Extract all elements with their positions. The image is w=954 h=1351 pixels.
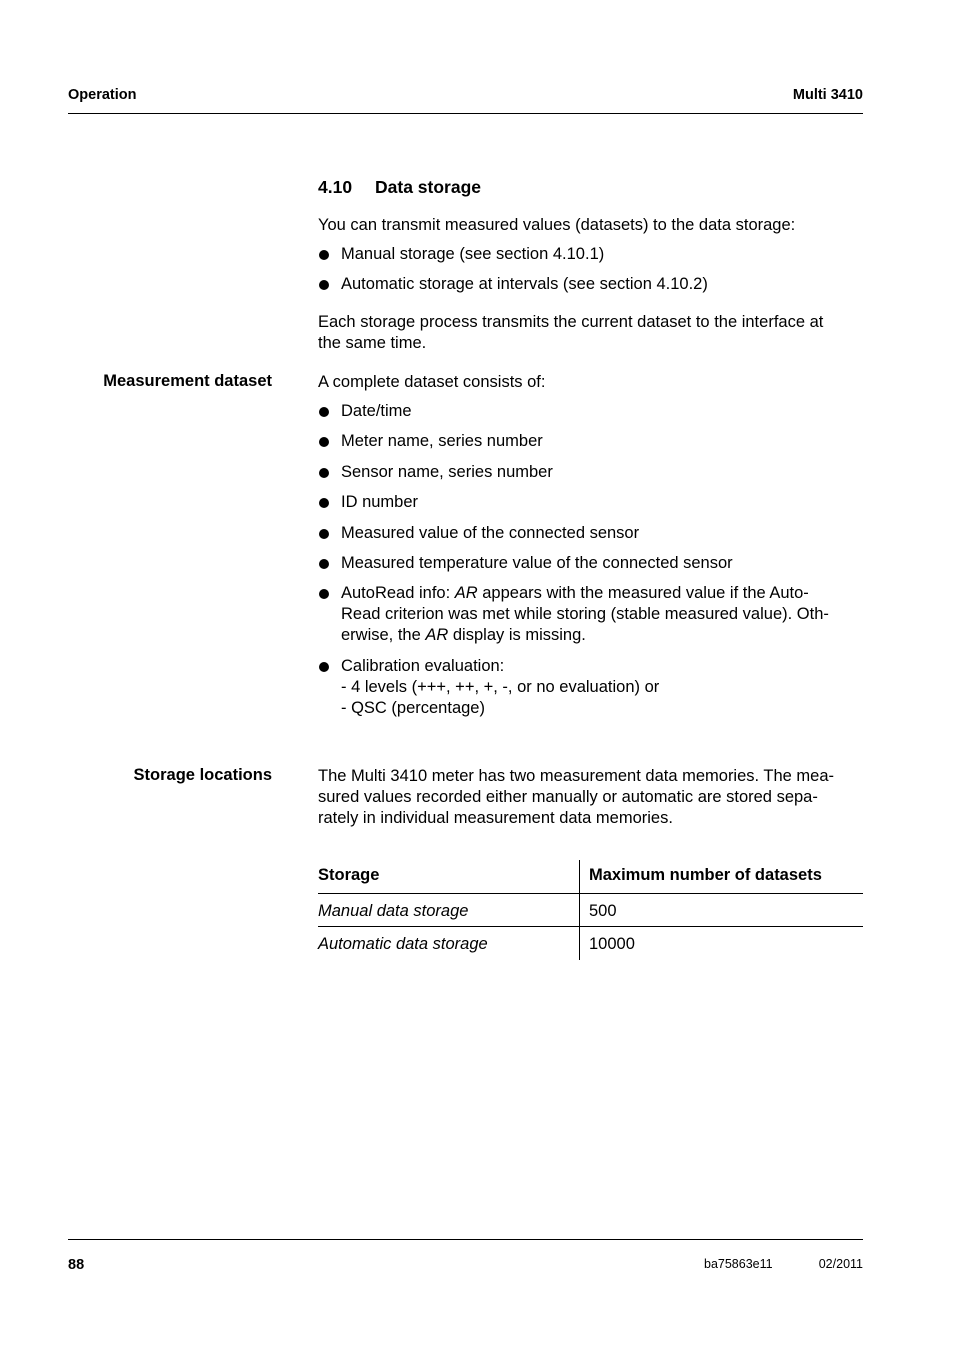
table-header-max: Maximum number of datasets	[589, 866, 822, 884]
document-date: 02/2011	[818, 1257, 863, 1271]
dataset-lead: A complete dataset consists of:	[318, 373, 546, 391]
storage-locations-text: The Multi 3410 meter has two measurement data memories. The mea- sured values recorded either manually or automatic are stored sepa- rately in individual measurement data memories.	[318, 767, 835, 827]
intro-text: You can transmit measured values (datasets) to the data storage:	[318, 216, 796, 234]
list-item: Sensor name, series number	[318, 462, 866, 483]
bullet-icon	[319, 407, 329, 417]
list-item: ID number	[318, 492, 866, 513]
storage-table	[318, 860, 863, 960]
bullet-icon	[319, 498, 329, 508]
list-item: Date/time	[318, 401, 866, 422]
header-product: Multi 3410	[792, 87, 863, 103]
table-cell: Automatic data storage	[318, 935, 488, 953]
footer-rule	[68, 1239, 863, 1240]
table-row	[318, 894, 863, 927]
intro-list	[318, 244, 866, 295]
list-item: Automatic storage at intervals (see section 4.10.2)	[318, 274, 866, 295]
header-chapter: Operation	[68, 87, 137, 103]
list-item: Meter name, series number	[318, 431, 866, 452]
list-item-autoread: AutoRead info: AR appears with the measured value if the Auto- Read criterion was met while storing (stable measured value). Oth- erwise, the AR display is missing.	[318, 583, 866, 646]
dataset-list	[318, 401, 866, 719]
section-heading	[318, 177, 481, 198]
bullet-icon	[319, 437, 329, 447]
table-row	[318, 927, 863, 960]
document-id: ba75863e11	[704, 1257, 773, 1271]
bullet-icon	[319, 468, 329, 478]
bullet-icon	[319, 250, 329, 260]
section-title: Data storage	[375, 177, 482, 197]
bullet-icon	[319, 529, 329, 539]
intro-note: Each storage process transmits the current dataset to the interface at the same time.	[318, 313, 824, 352]
bullet-icon	[319, 589, 329, 599]
list-item: Measured temperature value of the connected sensor	[318, 553, 866, 574]
list-item: Measured value of the connected sensor	[318, 523, 866, 544]
table-cell: 500	[589, 902, 617, 920]
storage-locations-label: Storage locations	[133, 766, 272, 784]
measurement-dataset-label: Measurement dataset	[103, 372, 272, 390]
list-item-calibration: Calibration evaluation: - 4 levels (+++, ++, +, -, or no evaluation) or - QSC (percentage)	[318, 656, 866, 719]
page-number: 88	[68, 1257, 85, 1273]
table-header-storage: Storage	[318, 866, 380, 884]
section-number: 4.10	[318, 177, 353, 197]
bullet-icon	[319, 559, 329, 569]
table-cell: Manual data storage	[318, 902, 469, 920]
bullet-icon	[319, 280, 329, 290]
table-cell: 10000	[589, 935, 635, 953]
header-rule	[68, 113, 863, 114]
bullet-icon	[319, 662, 329, 672]
list-item: Manual storage (see section 4.10.1)	[318, 244, 866, 265]
table-header-row	[318, 860, 863, 894]
